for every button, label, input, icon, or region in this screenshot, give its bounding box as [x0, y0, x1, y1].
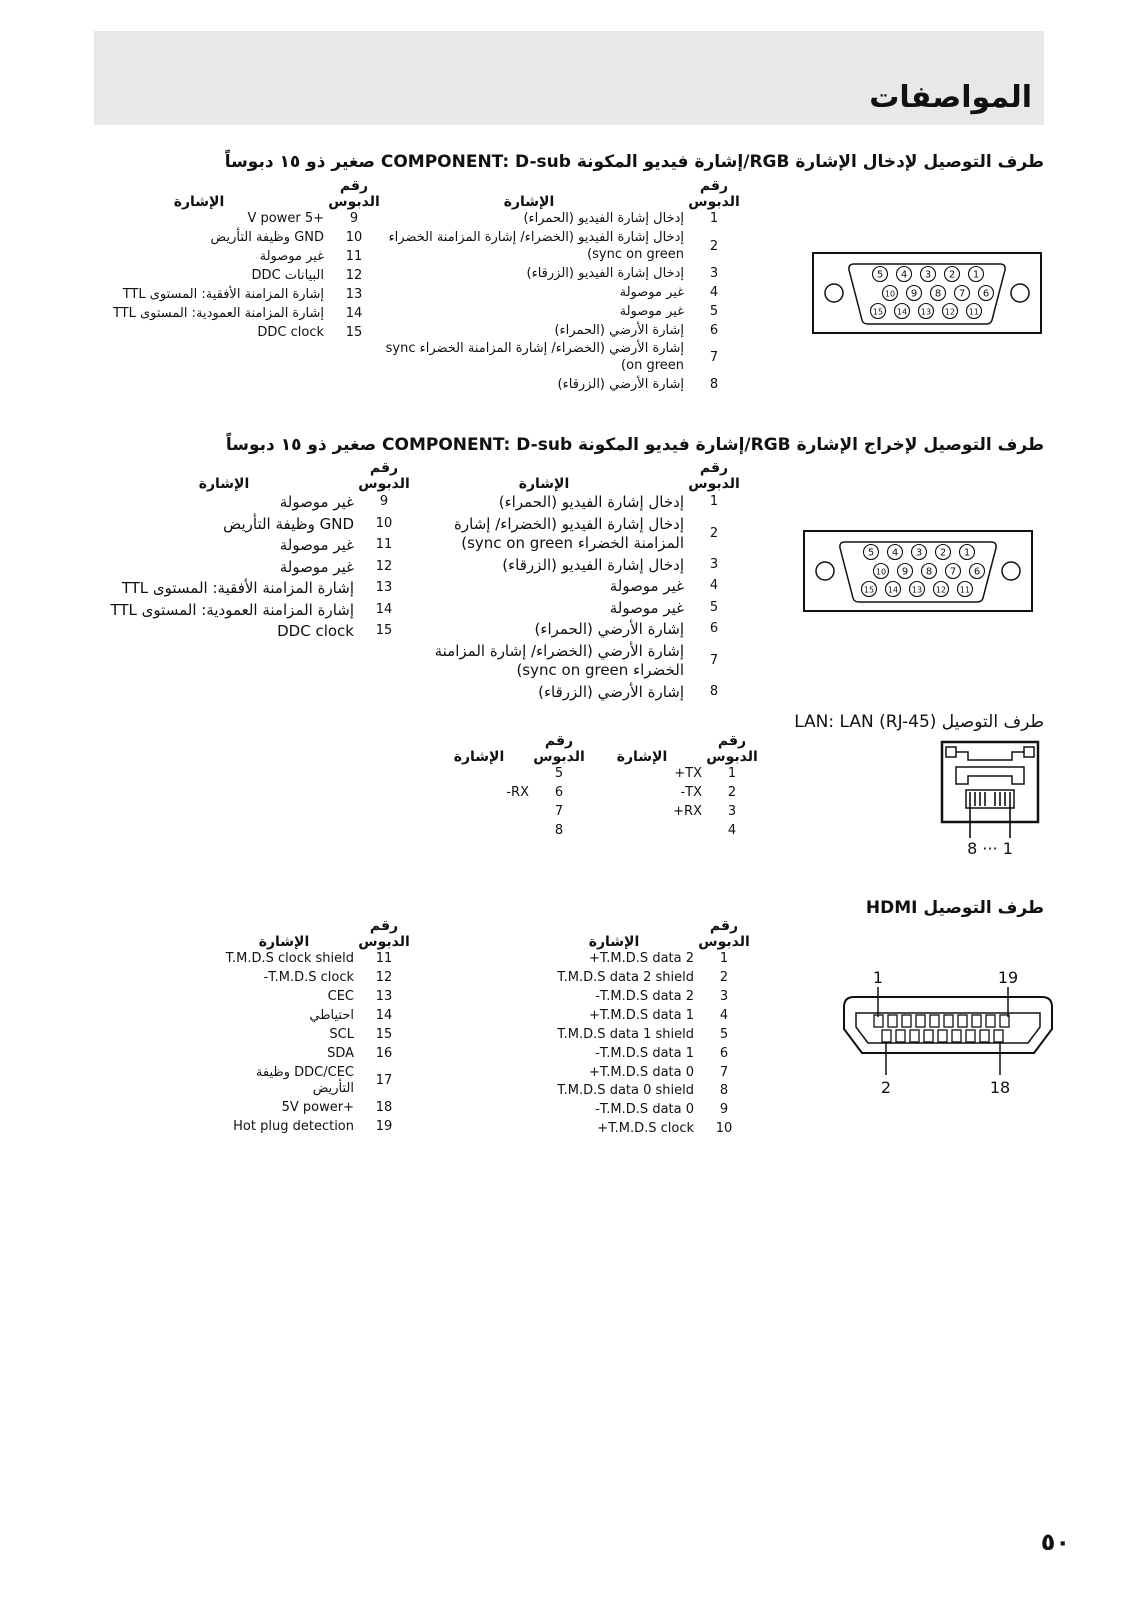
hdmi-pin — [958, 1015, 967, 1027]
pin-number: 14 — [345, 305, 363, 321]
pin-signal: T.M.D.S data 0+ — [589, 1064, 694, 1080]
table-row — [429, 784, 589, 803]
pin-signal: TX+ — [674, 766, 702, 782]
pin-number: 7 — [719, 1064, 729, 1080]
pin-number: 4 — [719, 1007, 729, 1023]
pin-signal: غير موصولة — [259, 248, 324, 264]
hdmi-pin — [972, 1015, 981, 1027]
table-row — [74, 267, 384, 286]
pin-column-header — [354, 460, 414, 492]
table-row — [74, 286, 384, 305]
pin-signal: T.M.D.S data 1 shield — [557, 1026, 694, 1042]
pin-number: 14 — [375, 1007, 393, 1023]
pin-number: 15 — [375, 623, 393, 639]
pin-number: 1 — [719, 951, 729, 967]
dsub-pin-number: 7 — [958, 288, 966, 300]
pin-number: 18 — [375, 1100, 393, 1116]
pin-number: 7 — [709, 349, 719, 365]
table-row — [534, 1101, 754, 1120]
pin-header-line2: الدبوس — [706, 749, 758, 766]
pin-header-line1: رقم — [544, 733, 574, 749]
table-row — [404, 619, 744, 641]
pin-header-line2: الدبوس — [328, 194, 380, 211]
pin-signal: إدخال إشارة الفيديو (الحمراء) — [523, 211, 684, 227]
dsub-pin-number: 7 — [949, 566, 957, 578]
pin-table-header — [74, 178, 384, 210]
rgb-input-pins-9-15 — [74, 178, 384, 342]
header-band — [94, 31, 1044, 125]
lan-section-title: طرف التوصيل LAN: LAN (RJ-45) — [794, 712, 1044, 732]
table-row — [534, 950, 754, 969]
table-row — [534, 1045, 754, 1064]
table-row — [374, 229, 744, 265]
hdmi-pin — [882, 1030, 891, 1042]
pin-number: 3 — [727, 803, 737, 819]
pin-number: 11 — [375, 537, 393, 553]
table-row — [94, 600, 414, 622]
pin-header-line1: رقم — [699, 460, 729, 476]
pin-signal — [429, 822, 529, 841]
pin-number: 10 — [345, 230, 363, 246]
table-row — [534, 969, 754, 988]
dsub-pin-number: 1 — [963, 547, 971, 559]
pin-column-header — [354, 918, 414, 950]
page-number: ٥٠ — [1040, 1528, 1070, 1556]
pin-number: 6 — [554, 785, 564, 801]
table-row — [404, 682, 744, 704]
pin-number: 10 — [375, 515, 393, 531]
pin-signal: غير موصولة — [279, 493, 354, 512]
pin-table-header — [534, 918, 754, 950]
pin-number: 1 — [727, 766, 737, 782]
pin-column-header — [684, 178, 744, 210]
pin-number: 4 — [727, 822, 737, 838]
signal-column-header: الإشارة — [198, 476, 250, 493]
pin-table-header — [94, 460, 414, 492]
dsub-pin-number: 4 — [891, 547, 899, 559]
pin-number: 6 — [709, 322, 719, 338]
pin-number: 11 — [375, 951, 393, 967]
pin-signal: إشارة الأرضي (الحمراء) — [554, 322, 684, 338]
pin-number: 1 — [709, 494, 719, 510]
signal-column-header: الإشارة — [173, 194, 225, 211]
pin-table — [374, 178, 744, 395]
lan-pins-5-8 — [429, 733, 589, 841]
hdmi-pin — [938, 1030, 947, 1042]
page-title: المواصفات — [869, 80, 1032, 115]
pin-number: 2 — [709, 238, 719, 254]
pin-number: 5 — [554, 766, 564, 782]
dsub-pin-number: 14 — [887, 585, 899, 595]
pin-signal: غير موصولة — [279, 557, 354, 576]
dsub-pin-number: 11 — [968, 307, 980, 317]
pin-column-header — [684, 460, 744, 492]
pin-table-header — [374, 178, 744, 210]
pin-number: 12 — [375, 558, 393, 574]
pin-number: 5 — [709, 303, 719, 319]
pin-number: 16 — [375, 1045, 393, 1061]
table-row — [74, 229, 384, 248]
dsub-pin-number: 6 — [973, 566, 981, 578]
table-row — [582, 803, 762, 822]
table-row — [374, 322, 744, 341]
pin-number: 11 — [345, 248, 363, 264]
pin-signal: T.M.D.S data 1+ — [589, 1007, 694, 1023]
dsub-pin-number: 11 — [959, 585, 971, 595]
pin-table — [404, 460, 744, 703]
pin-header-line2: الدبوس — [698, 934, 750, 951]
pin-signal: T.M.D.S data 2- — [595, 988, 694, 1004]
pin-signal: T.M.D.S clock+ — [597, 1121, 694, 1137]
table-row — [214, 1045, 414, 1064]
pin-number: 4 — [709, 578, 719, 594]
pin-signal: DDC clock — [257, 324, 324, 340]
pin-number: 5 — [709, 599, 719, 615]
hdmi-pin — [986, 1015, 995, 1027]
pin-header-line1: رقم — [717, 733, 747, 749]
dsub-pin-number: 15 — [863, 585, 875, 595]
pin-signal: إشارة الأرضي (الزرقاء) — [557, 377, 684, 393]
rgb-input-section-title: طرف التوصيل لإدخال الإشارة RGB/إشارة فيديو المكونة COMPONENT: D-sub صغير ذو ١٥ دبوساً — [224, 152, 1044, 172]
pin-signal: RX+ — [673, 803, 702, 819]
hdmi-pin — [902, 1015, 911, 1027]
pin-header-line1: رقم — [369, 918, 399, 934]
pin-table — [429, 733, 589, 841]
table-row — [94, 514, 414, 536]
pin-table — [582, 733, 762, 841]
pin-signal: إشارة المزامنة العمودية: المستوى TTL — [112, 305, 324, 321]
signal-column-header: الإشارة — [453, 749, 505, 766]
table-row — [94, 492, 414, 514]
pin-signal: إشارة المزامنة الأفقية: المستوى TTL — [121, 579, 354, 598]
table-row — [534, 1007, 754, 1026]
table-row — [74, 210, 384, 229]
pin-column-header — [694, 918, 754, 950]
table-row — [374, 265, 744, 284]
dsub-pin-number: 12 — [944, 307, 956, 317]
pin-number: 6 — [719, 1045, 729, 1061]
signal-column-header: الإشارة — [258, 934, 310, 951]
pin-signal: T.M.D.S data 0- — [595, 1102, 694, 1118]
pin-column-header — [324, 178, 384, 210]
pin-signal: إشارة الأرضي (الحمراء) — [534, 620, 684, 639]
pin-signal: احتياطي — [309, 1007, 354, 1023]
hdmi-pin2-label: 2 — [880, 1078, 892, 1097]
dsub-pin-number: 2 — [948, 269, 956, 281]
pin-signal: T.M.D.S data 0 shield — [557, 1083, 694, 1099]
hdmi-pin — [980, 1030, 989, 1042]
pin-signal: إدخال إشارة الفيديو (الحمراء) — [498, 493, 684, 512]
pin-signal: إشارة الأرضي (الخضراء/ إشارة المزامنة الخضراء sync on green) — [434, 641, 684, 680]
pin-number: 7 — [709, 652, 719, 668]
rj45-connector-diagram — [940, 740, 1040, 864]
hdmi-pin — [896, 1030, 905, 1042]
signal-column-header: الإشارة — [503, 194, 555, 211]
table-row — [374, 210, 744, 229]
table-row — [582, 784, 762, 803]
hdmi-connector-diagram — [834, 965, 1064, 1124]
table-row — [374, 284, 744, 303]
table-row — [74, 305, 384, 324]
table-row — [214, 1064, 414, 1100]
hdmi-pin — [916, 1015, 925, 1027]
hdmi-pin — [930, 1015, 939, 1027]
table-row — [214, 1026, 414, 1045]
pin-signal: غير موصولة — [279, 536, 354, 555]
dsub-pin-number: 4 — [900, 269, 908, 281]
pin-header-line2: الدبوس — [358, 934, 410, 951]
pin-number: 9 — [349, 211, 359, 227]
pin-number: 12 — [375, 970, 393, 986]
table-row — [374, 340, 744, 376]
pin-number: 10 — [715, 1121, 733, 1137]
pin-number: 4 — [709, 284, 719, 300]
pin-signal: إدخال إشارة الفيديو (الزرقاء) — [526, 265, 684, 281]
pin-header-line1: رقم — [699, 178, 729, 194]
pin-table — [214, 918, 414, 1137]
pin-signal: إشارة الأرضي (الخضراء/ إشارة المزامنة الخضراء sync on green) — [385, 341, 684, 374]
table-row — [94, 621, 414, 643]
dsub-pin-number: 3 — [915, 547, 923, 559]
hdmi-pin — [952, 1030, 961, 1042]
pin-signal: T.M.D.S clock- — [263, 970, 354, 986]
table-row — [404, 576, 744, 598]
pin-signal: إدخال إشارة الفيديو (الخضراء/ إشارة المزامنة الخضراء sync on green) — [388, 230, 684, 262]
pin-column-header — [529, 733, 589, 765]
pin-signal: SCL — [329, 1026, 354, 1042]
pin-number: 13 — [375, 988, 393, 1004]
dsub-pin-number: 15 — [872, 307, 884, 317]
hdmi-pin19-label: 19 — [997, 968, 1019, 987]
hdmi-pin — [994, 1030, 1003, 1042]
pin-signal: DDC/CEC وظيفة التأريض — [255, 1064, 354, 1097]
dsub-pin-number: 6 — [982, 288, 990, 300]
table-row — [429, 765, 589, 784]
pin-signal: T.M.D.S data 2 shield — [557, 970, 694, 986]
pin-table-header — [404, 460, 744, 492]
pin-number: 3 — [719, 988, 729, 1004]
pin-number: 13 — [345, 286, 363, 302]
pin-header-line1: رقم — [339, 178, 369, 194]
pin-signal: غير موصولة — [609, 577, 684, 596]
table-row — [534, 1120, 754, 1139]
signal-column-header: الإشارة — [588, 934, 640, 951]
pin-number: 2 — [727, 785, 737, 801]
pin-signal: غير موصولة — [619, 284, 684, 300]
pin-signal: إشارة الأرضي (الزرقاء) — [538, 682, 684, 701]
pin-signal: +5V power — [281, 1100, 354, 1116]
hdmi-pin — [924, 1030, 933, 1042]
pin-number: 2 — [719, 970, 729, 986]
lan-pins-1-4 — [582, 733, 762, 841]
rj45-pin-range-label: 8 ··· 1 — [967, 839, 1013, 858]
table-row — [404, 641, 744, 682]
hdmi-pin — [944, 1015, 953, 1027]
pin-number: 12 — [345, 267, 363, 283]
dsub-pin-number: 14 — [896, 307, 908, 317]
table-row — [374, 376, 744, 395]
hdmi-pins-1-10 — [534, 918, 754, 1139]
pin-signal: إشارة المزامنة الأفقية: المستوى TTL — [122, 286, 324, 302]
table-row — [214, 1099, 414, 1118]
pin-signal: البيانات DDC — [251, 267, 324, 283]
pin-table-header — [429, 733, 589, 765]
pin-number: 3 — [709, 265, 719, 281]
pin-number: 19 — [375, 1119, 393, 1135]
pin-signal: غير موصولة — [609, 598, 684, 617]
pin-header-line2: الدبوس — [533, 749, 585, 766]
table-row — [404, 492, 744, 514]
table-row — [534, 1064, 754, 1083]
hdmi-pin18-label: 18 — [989, 1078, 1011, 1097]
table-row — [429, 803, 589, 822]
pin-signal — [582, 822, 702, 841]
table-row — [429, 822, 589, 841]
pin-number: 1 — [709, 211, 719, 227]
dsub-pin-number: 9 — [901, 566, 909, 578]
table-row — [582, 822, 762, 841]
dsub-pin-number: 3 — [924, 269, 932, 281]
pin-number: 13 — [375, 580, 393, 596]
pin-table-header — [214, 918, 414, 950]
pin-signal: TX- — [680, 785, 702, 801]
table-row — [214, 1007, 414, 1026]
pin-table — [94, 460, 414, 643]
table-row — [534, 1082, 754, 1101]
pin-number: 6 — [709, 621, 719, 637]
pin-signal: SDA — [327, 1045, 354, 1061]
pin-number: 5 — [719, 1026, 729, 1042]
dsub-connector-diagram-input — [812, 252, 1042, 338]
pin-number: 9 — [719, 1102, 729, 1118]
pin-number: 14 — [375, 601, 393, 617]
table-row — [94, 557, 414, 579]
pin-signal: RX- — [506, 785, 529, 801]
pin-number: 3 — [709, 556, 719, 572]
pin-number: 7 — [554, 803, 564, 819]
pin-signal: DDC clock — [277, 622, 354, 641]
dsub-pin-number: 10 — [884, 289, 896, 299]
hdmi-pin — [910, 1030, 919, 1042]
pin-signal — [429, 803, 529, 822]
pin-table-header — [582, 733, 762, 765]
table-row — [74, 324, 384, 343]
dsub-connector-diagram-output — [803, 530, 1033, 616]
table-row — [404, 514, 744, 555]
pin-number: 17 — [375, 1072, 393, 1088]
pin-signal: GND وظيفة التأريض — [223, 514, 354, 533]
pin-table — [534, 918, 754, 1139]
dsub-pin-number: 5 — [867, 547, 875, 559]
pin-signal: إدخال إشارة الفيديو (الخضراء/ إشارة المزامنة الخضراء sync on green) — [454, 514, 684, 553]
dsub-pin-number: 2 — [939, 547, 947, 559]
pin-signal: غير موصولة — [619, 303, 684, 319]
pin-signal: GND وظيفة التأريض — [210, 230, 324, 246]
table-row — [582, 765, 762, 784]
pin-number: 8 — [719, 1083, 729, 1099]
pin-signal: T.M.D.S data 2+ — [589, 951, 694, 967]
table-row — [214, 1118, 414, 1137]
pin-signal: T.M.D.S clock shield — [225, 951, 354, 967]
table-row — [534, 1026, 754, 1045]
dsub-pin-number: 5 — [876, 269, 884, 281]
rgb-output-section-title: طرف التوصيل لإخراج الإشارة RGB/إشارة فيديو المكونة COMPONENT: D-sub صغير ذو ١٥ دبوساً — [225, 435, 1044, 455]
pin-number: 9 — [379, 494, 389, 510]
dsub-pin-number: 1 — [972, 269, 980, 281]
pin-number: 2 — [709, 525, 719, 541]
dsub-pin-number: 13 — [911, 585, 923, 595]
pin-number: 8 — [709, 683, 719, 699]
pin-header-line2: الدبوس — [358, 476, 410, 493]
table-row — [534, 988, 754, 1007]
pin-number: 8 — [554, 822, 564, 838]
pin-signal: إدخال إشارة الفيديو (الزرقاء) — [502, 555, 684, 574]
hdmi-pin — [966, 1030, 975, 1042]
dsub-pin-number: 8 — [934, 288, 942, 300]
pin-signal: CEC — [327, 988, 354, 1004]
pin-header-line2: الدبوس — [688, 476, 740, 493]
pin-header-line2: الدبوس — [688, 194, 740, 211]
dsub-pin-number: 10 — [875, 567, 887, 577]
pin-signal — [429, 765, 529, 784]
pin-signal: Hot plug detection — [233, 1119, 354, 1135]
table-row — [214, 969, 414, 988]
hdmi-pins-11-19 — [214, 918, 414, 1137]
hdmi-pin — [888, 1015, 897, 1027]
pin-table — [74, 178, 384, 342]
pin-number: 15 — [345, 324, 363, 340]
pin-header-line1: رقم — [369, 460, 399, 476]
pin-signal: إشارة المزامنة العمودية: المستوى TTL — [110, 600, 354, 619]
hdmi-section-title: طرف التوصيل HDMI — [865, 898, 1044, 918]
dsub-pin-number: 12 — [935, 585, 947, 595]
pin-signal: T.M.D.S data 1- — [595, 1045, 694, 1061]
pin-number: 8 — [709, 377, 719, 393]
table-row — [404, 555, 744, 577]
signal-column-header: الإشارة — [616, 749, 668, 766]
pin-header-line1: رقم — [709, 918, 739, 934]
table-row — [94, 578, 414, 600]
table-row — [404, 598, 744, 620]
pin-signal: +5 V power — [247, 211, 324, 227]
table-row — [214, 950, 414, 969]
table-row — [74, 248, 384, 267]
signal-column-header: الإشارة — [518, 476, 570, 493]
rgb-output-pins-1-8 — [404, 460, 744, 703]
pin-column-header — [702, 733, 762, 765]
dsub-pin-number: 8 — [925, 566, 933, 578]
table-row — [214, 988, 414, 1007]
rgb-input-pins-1-8 — [374, 178, 744, 395]
dsub-pin-number: 13 — [920, 307, 932, 317]
pin-number: 15 — [375, 1026, 393, 1042]
dsub-pin-number: 9 — [910, 288, 918, 300]
rgb-output-pins-9-15 — [94, 460, 414, 643]
table-row — [374, 303, 744, 322]
hdmi-pin1-label: 1 — [872, 968, 884, 987]
table-row — [94, 535, 414, 557]
